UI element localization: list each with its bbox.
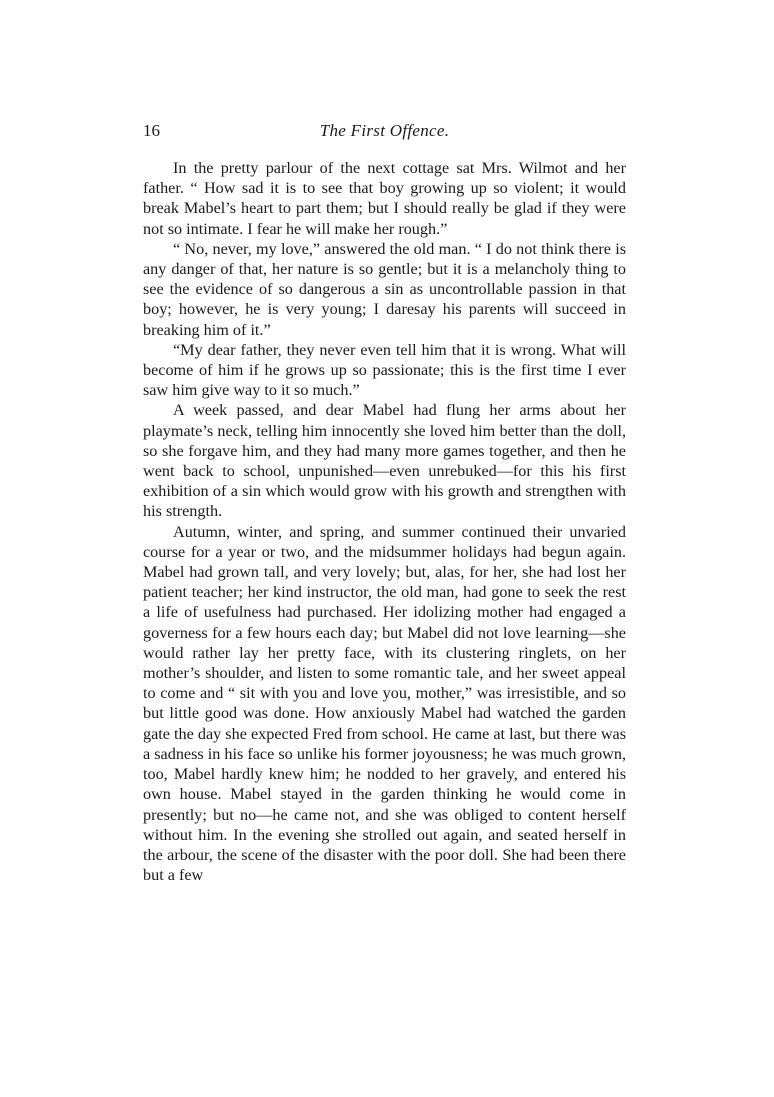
- running-head: [143, 118, 626, 144]
- paragraph: “ No, never, my love,” answered the old man. “ I do not think there is any danger of that, her nature is so gentle; but it is a melancholy thing to see the evidence of so dangerous a sin as uncontrollable passion in that boy; however, he is very young; I daresay his parents will succeed in breaking him of it.”: [143, 239, 626, 339]
- paragraph: “My dear father, they never even tell him that it is wrong. What will become of him if he grows up so passionate; this is the first time I ever saw him give way to it so much.”: [143, 340, 626, 400]
- paragraph: Autumn, winter, and spring, and summer continued their unvaried course for a year or two, and the midsummer holidays had begun again. Mabel had grown tall, and very lovely; but, alas, for her, she had lost her patient teacher; her kind instructor, the old man, had gone to seek the rest a life of usefulness had purchased. Her idolizing mother had engaged a governess for a few hours each day; but Mabel did not love learning—she would rather lay her pretty face, with its clustering ringlets, on her mother’s shoulder, and listen to some romantic tale, and her sweet appeal to come and “ sit with you and love you, mother,” was irresistible, and so but little good was done. How anxiously Mabel had watched the garden gate the day she expected Fred from school. He came at last, but there was a sadness in his face so unlike his former joyousness; he was much grown, too, Mabel hardly knew him; he nodded to her gravely, and entered his own house. Mabel stayed in the garden thinking he would come in presently; but no—he came not, and she was obliged to content herself without him. In the evening she strolled out again, and seated herself in the arbour, the scene of the disaster with the poor doll. She had been there but a few: [143, 522, 626, 885]
- running-title: The First Offence.: [319, 121, 450, 140]
- page-number: 16: [143, 121, 160, 140]
- body-text: [143, 158, 626, 885]
- paragraph: A week passed, and dear Mabel had flung her arms about her playmate’s neck, telling him innocently she loved him better than the doll, so she forgave him, and they had many more games together, and then he went back to school, unpunished—even unrebuked—for this his first exhibition of a sin which would grow with his growth and strengthen with his strength.: [143, 401, 626, 521]
- paragraph: In the pretty parlour of the next cottage sat Mrs. Wilmot and her father. “ How sad it is to see that boy growing up so violent; it would break Mabel’s heart to part them; but I should really be glad if they were not so intimate. I fear he will make her rough.”: [143, 159, 626, 238]
- book-page: [143, 118, 626, 885]
